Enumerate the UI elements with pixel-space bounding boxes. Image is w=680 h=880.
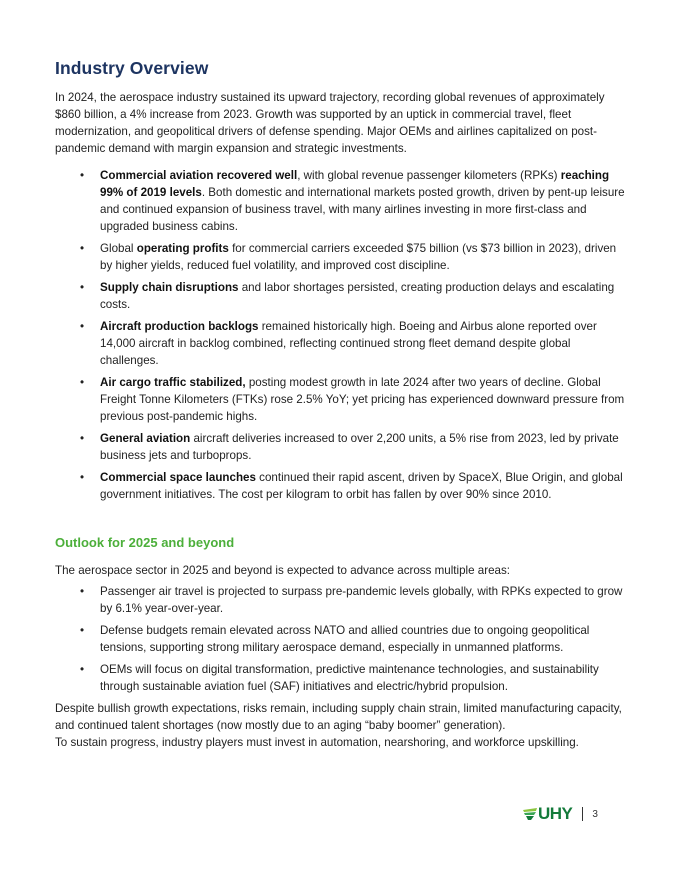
closing-paragraph: Despite bullish growth expectations, risks remain, including supply chain strain, limited manufacturing capacity, and continued talent shortages (now mostly due to an aging “baby boomer” generation). To sustain progress, industry players must invest in automation, nearshoring, and workforce upskilling. — [55, 702, 622, 749]
list-item: • Commercial space launches continued their rapid ascent, driven by SpaceX, Blue Origin, and global government initiatives. The cost per kilogram to orbit has fallen by over 90% since 2010. — [55, 469, 627, 503]
uhy-swoosh-icon — [522, 807, 538, 821]
outlook-intro: The aerospace sector in 2025 and beyond is expected to advance across multiple areas: — [55, 564, 511, 577]
outlook-heading: Outlook for 2025 and beyond — [55, 535, 235, 550]
page-content — [55, 58, 627, 751]
list-item: • Passenger air travel is projected to surpass pre-pandemic levels globally, with RPKs expected to grow by 6.1% year-over-year. — [55, 583, 627, 617]
outlook-section — [55, 535, 627, 751]
list-item: • Commercial aviation recovered well, with global revenue passenger kilometers (RPKs) reaching 99% of 2019 levels. Both domestic and international markets posted growth, driven by pent-up leisure and continued expansion of business travel, with many airlines investing in more first-class and upgraded business cabins. — [55, 167, 627, 235]
list-item: • Air cargo traffic stabilized, posting modest growth in late 2024 after two years of decline. Global Freight Tonne Kilometers (FTKs) rose 2.5% YoY; yet pricing has experienced downward pressure from previous post-pandemic highs. — [55, 374, 627, 425]
list-item: • Global operating profits for commercial carriers exceeded $75 billion (vs $73 billion in 2023), driven by higher yields, reduced fuel volatility, and improved cost discipline. — [55, 240, 627, 274]
list-item: • OEMs will focus on digital transformation, predictive maintenance technologies, and sustainability through sustainable aviation fuel (SAF) initiatives and electric/hybrid propulsion. — [55, 661, 627, 695]
outlook-list — [55, 583, 627, 695]
list-item: • Defense budgets remain elevated across NATO and allied countries due to ongoing geopolitical tensions, supporting strong military aerospace demand, especially in unmanned platforms. — [55, 622, 627, 656]
intro-paragraph: In 2024, the aerospace industry sustained its upward trajectory, recording global revenues of approximately $860 billion, a 4% increase from 2023. Growth was supported by an uptick in commercial travel, fleet modernization, and geopolitical drivers of defense spending. Major OEMs and airlines capitalized on post-pandemic demand with margin expansion and strategic investments. — [55, 91, 605, 155]
list-item: • Aircraft production backlogs remained historically high. Boeing and Airbus alone reported over 14,000 aircraft in backlog combined, reflecting continued strong fleet demand despite global challenges. — [55, 318, 627, 369]
page-footer — [522, 804, 598, 824]
list-item: • General aviation aircraft deliveries increased to over 2,200 units, a 5% rise from 2023, led by private business jets and turboprops. — [55, 430, 627, 464]
overview-list — [55, 167, 627, 503]
footer-divider — [582, 807, 583, 821]
page-title: Industry Overview — [55, 58, 209, 78]
uhy-logo: UHY — [522, 804, 572, 824]
page-number: 3 — [592, 808, 598, 820]
list-item: • Supply chain disruptions and labor shortages persisted, creating production delays and escalating costs. — [55, 279, 627, 313]
